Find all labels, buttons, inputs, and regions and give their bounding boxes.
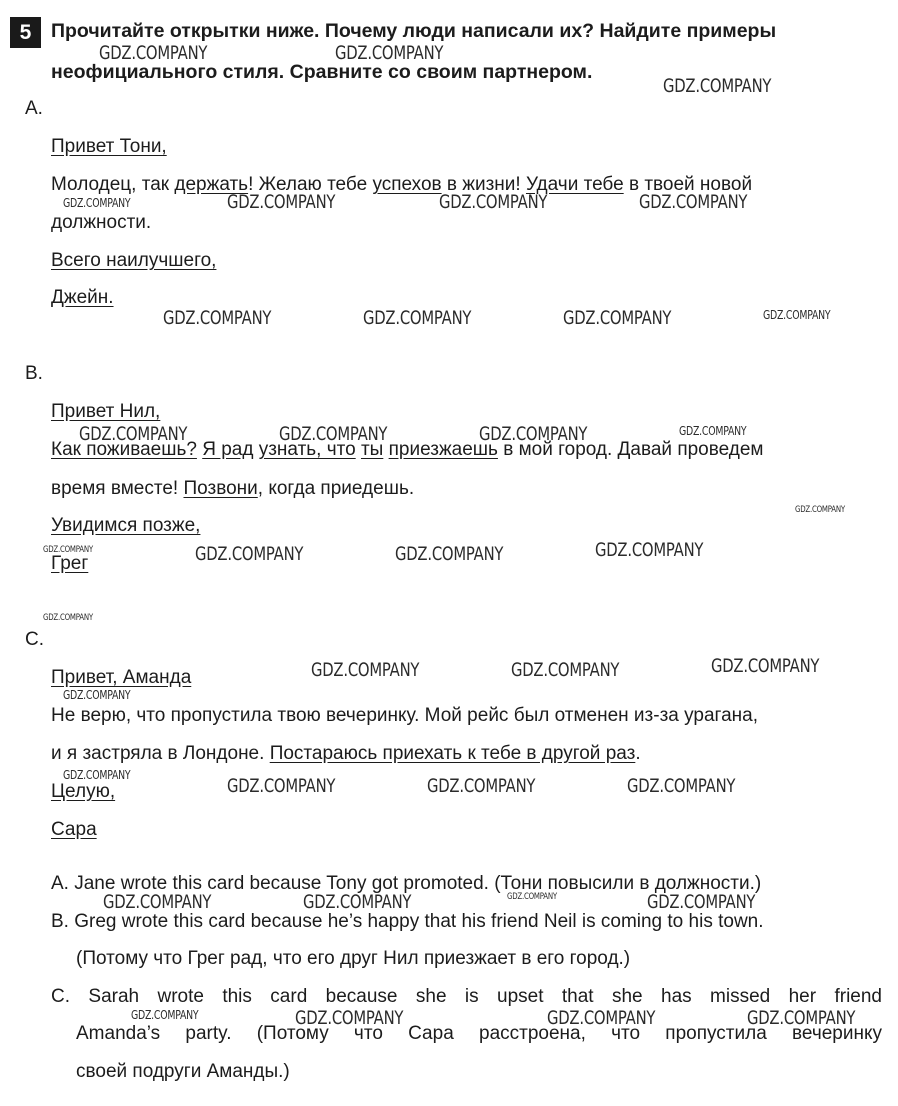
card-a-text: в жизни! xyxy=(441,174,526,195)
card-a-text: Молодец, так xyxy=(51,174,175,195)
card-b-text: время вместе! xyxy=(51,478,184,499)
card-b-phrase-underlined: узнать, что xyxy=(258,439,356,460)
answer-b-line-2: (Потому что Грег рад, что его друг Нил приезжает в его город.) xyxy=(76,948,631,969)
card-b-closing: Увидимся позже, xyxy=(51,515,201,536)
instruction-line-1: Прочитайте открытки ниже. Почему люди написали их? Найдите примеры xyxy=(51,20,777,42)
watermark: GDZ.COMPANY xyxy=(63,196,131,210)
watermark: GDZ.COMPANY xyxy=(227,775,336,797)
card-c-body-line-2 xyxy=(51,743,641,765)
watermark: GDZ.COMPANY xyxy=(99,42,208,64)
card-a-closing: Всего наилучшего, xyxy=(51,250,217,271)
card-b-phrase-underlined: Я рад xyxy=(202,439,254,460)
watermark: GDZ.COMPANY xyxy=(63,688,131,702)
instruction-line-2: неофициального стиля. Сравните со своим партнером. xyxy=(51,61,593,83)
card-b-body-line-2 xyxy=(51,478,414,500)
watermark: GDZ.COMPANY xyxy=(479,423,588,445)
card-a-text: ! Желаю тебе xyxy=(248,174,373,195)
card-b-text: , когда приедешь. xyxy=(257,478,415,499)
card-b-phrase-underlined: Позвони xyxy=(183,478,258,499)
watermark: GDZ.COMPANY xyxy=(43,545,93,555)
watermark: GDZ.COMPANY xyxy=(303,891,412,913)
exercise-number-badge: 5 xyxy=(10,17,41,48)
watermark: GDZ.COMPANY xyxy=(363,307,472,329)
watermark: GDZ.COMPANY xyxy=(511,659,620,681)
watermark: GDZ.COMPANY xyxy=(711,655,820,677)
watermark: GDZ.COMPANY xyxy=(639,191,748,213)
card-b-phrase-underlined: Как поживаешь? xyxy=(51,439,197,460)
watermark: GDZ.COMPANY xyxy=(163,307,272,329)
watermark: GDZ.COMPANY xyxy=(295,1007,404,1029)
card-b-label: B. xyxy=(25,363,43,384)
card-b-greeting: Привет Нил, xyxy=(51,401,161,422)
watermark: GDZ.COMPANY xyxy=(747,1007,856,1029)
watermark: GDZ.COMPANY xyxy=(103,891,212,913)
card-a-signature: Джейн. xyxy=(51,287,114,308)
watermark: GDZ.COMPANY xyxy=(311,659,420,681)
watermark: GDZ.COMPANY xyxy=(63,768,131,782)
watermark: GDZ.COMPANY xyxy=(663,75,772,97)
answer-c-line-1 xyxy=(51,986,882,1008)
watermark: GDZ.COMPANY xyxy=(439,191,548,213)
answer-a: A. Jane wrote this card because Tony got promoted. (Тони повысили в должности.) xyxy=(51,873,762,894)
watermark: GDZ.COMPANY xyxy=(227,191,336,213)
card-c-text: . xyxy=(635,743,641,764)
watermark: GDZ.COMPANY xyxy=(795,505,845,515)
card-a-phrase-underlined: успехов xyxy=(372,174,442,195)
watermark: GDZ.COMPANY xyxy=(595,539,704,561)
answer-c-line-2-text: Amanda’s party. (Потому что Сара расстроена, что пропустила вечеринку xyxy=(76,1023,882,1044)
card-a-body-line-2: должности. xyxy=(51,212,152,233)
card-c-label: C. xyxy=(25,629,44,650)
card-b-phrase-underlined: ты xyxy=(360,439,384,460)
card-a-label: A. xyxy=(25,98,43,119)
card-a-phrase-underlined: Удачи тебе xyxy=(525,174,624,195)
card-c-greeting: Привет, Аманда xyxy=(51,667,192,688)
watermark: GDZ.COMPANY xyxy=(679,424,747,438)
watermark: GDZ.COMPANY xyxy=(647,891,756,913)
watermark: GDZ.COMPANY xyxy=(763,308,831,322)
card-c-body-line-1: Не верю, что пропустила твою вечеринку. Мой рейс был отменен из-за урагана, xyxy=(51,705,758,726)
card-a-greeting: Привет Тони, xyxy=(51,136,167,157)
watermark: GDZ.COMPANY xyxy=(131,1008,199,1022)
card-c-signature: Сара xyxy=(51,819,97,840)
watermark: GDZ.COMPANY xyxy=(279,423,388,445)
answer-b-line-1: B. Greg wrote this card because he’s happy that his friend Neil is coming to his town. xyxy=(51,911,764,932)
watermark: GDZ.COMPANY xyxy=(427,775,536,797)
watermark: GDZ.COMPANY xyxy=(195,543,304,565)
answer-c-line-3: своей подруги Аманды.) xyxy=(76,1061,290,1082)
watermark: GDZ.COMPANY xyxy=(563,307,672,329)
watermark: GDZ.COMPANY xyxy=(335,42,444,64)
watermark: GDZ.COMPANY xyxy=(79,423,188,445)
card-c-closing: Целую, xyxy=(51,781,116,802)
watermark: GDZ.COMPANY xyxy=(395,543,504,565)
card-c-phrase-underlined: Постараюсь приехать к тебе в другой раз xyxy=(269,743,636,764)
card-b-phrase-underlined: приезжаешь xyxy=(388,439,498,460)
card-a-phrase-underlined: держать xyxy=(174,174,249,195)
card-b-text: в мой город. Давай проведем xyxy=(497,439,764,460)
watermark: GDZ.COMPANY xyxy=(627,775,736,797)
card-a-text: в твоей новой xyxy=(623,174,753,195)
watermark: GDZ.COMPANY xyxy=(547,1007,656,1029)
card-c-text: и я застряла в Лондоне. xyxy=(51,743,270,764)
watermark: GDZ.COMPANY xyxy=(43,613,93,623)
answer-c-line-1-text: C. Sarah wrote this card because she is upset that she has missed her friend xyxy=(51,986,882,1007)
card-b-signature: Грег xyxy=(51,553,89,574)
watermark: GDZ.COMPANY xyxy=(507,892,557,902)
